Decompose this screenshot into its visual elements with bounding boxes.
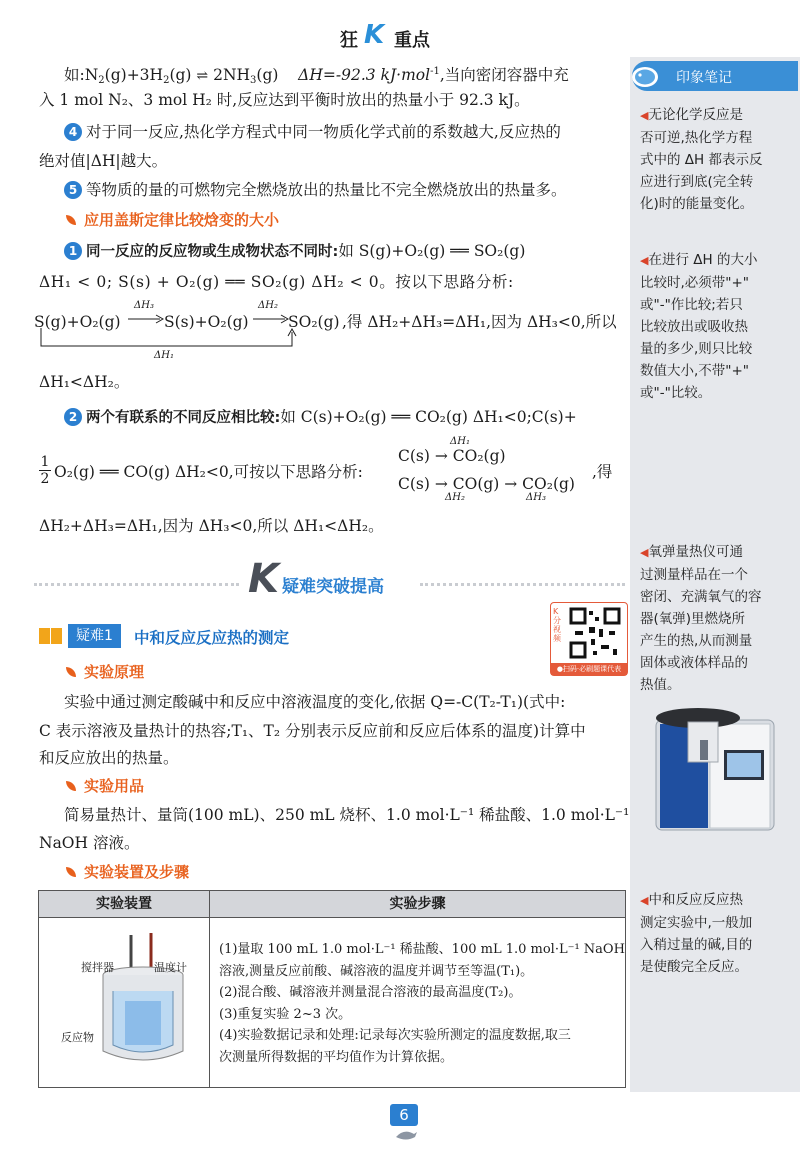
triangle-icon: ◀	[640, 254, 649, 267]
label-stirrer: 搅拌器	[81, 961, 114, 974]
number-badge: 5	[64, 181, 82, 199]
hess-case-2-conclusion: ΔH₂+ΔH₃=ΔH₁,因为 ΔH₃<0,所以 ΔH₁<ΔH₂。	[39, 517, 384, 535]
hess-path-label-dh2: ΔH₂	[258, 300, 278, 311]
hess-case-2-path-top: C(s) → CO₂(g)	[398, 447, 506, 465]
subheading-setup: 实验装置及步骤	[66, 862, 189, 882]
hess-case-1-line-1: 1 同一反应的反应物或生成物状态不同时:如 S(g)+O₂(g) ══ SO₂(g)	[64, 241, 525, 262]
hess-path-conclusion: ,得 ΔH₂+ΔH₃=ΔH₁,因为 ΔH₃<0,所以	[342, 313, 617, 331]
subheading-principle: 实验原理	[66, 662, 144, 682]
leaf-icon	[66, 215, 76, 225]
leaf-icon	[66, 781, 76, 791]
step-line: (4)实验数据记录和处理:记录每次实验所测定的温度数据,取三	[219, 1028, 571, 1043]
sidebar-note-1: ◀无论化学反应是 否可逆,热化学方程 式中的 ΔH 都表示反 应进行到底(完全转 化)时的能量变化。	[640, 107, 763, 212]
hess-case-1-conclusion: ΔH₁<ΔH₂。	[39, 373, 130, 391]
banner-title: 疑难突破提高	[282, 577, 384, 597]
step-line: (3)重复实验 2~3 次。	[219, 1006, 352, 1022]
qr-video-block[interactable]	[550, 602, 628, 676]
fraction-one-half: 1 2	[40, 454, 50, 487]
hess-path-label-dh1: ΔH₁	[154, 350, 174, 361]
hess-bypass-arrow	[40, 328, 300, 350]
header-title-right: 重点	[394, 30, 430, 51]
step-line: 次测量所得数据的平均值作为计算依据。	[219, 1049, 454, 1065]
elephant-icon	[628, 62, 662, 90]
section-banner	[248, 556, 418, 604]
calorimeter-apparatus-illustration	[81, 931, 201, 1076]
sidebar-header	[632, 61, 798, 91]
step-line: 溶液,测量反应前酸、碱溶液的温度并调节至等温(T₁)。	[219, 963, 534, 979]
subheading-items: 实验用品	[66, 776, 144, 796]
difficulty-title: 中和反应反应热的测定	[134, 629, 290, 647]
hess-path-end: SO₂(g)	[288, 313, 340, 331]
triangle-icon: ◀	[640, 546, 649, 559]
sidebar-note-4: ◀中和反应反应热 测定实验中,一般加 入稍过量的碱,目的 是使酸完全反应。	[640, 892, 753, 975]
steps-list	[219, 939, 625, 1068]
hess-case-2-label-dh3: ΔH₃	[526, 492, 546, 503]
difficulty-heading	[38, 624, 358, 648]
hess-case-2-label-dh1: ΔH₁	[450, 436, 470, 447]
qr-code-icon	[569, 607, 621, 659]
header-title-left: 狂	[340, 30, 358, 51]
difficulty-tag: 疑难1	[68, 624, 121, 648]
hess-case-2-label-dh2: ΔH₂	[445, 492, 465, 503]
principle-line-3: 和反应放出的热量。	[39, 749, 179, 767]
point-5-line: 5 等物质的量的可燃物完全燃烧放出的热量比不完全燃烧放出的热量多。	[64, 180, 567, 200]
qr-caption: ●扫码·必刷题课代表	[551, 663, 627, 675]
table-header-row	[39, 891, 625, 918]
triangle-icon: ◀	[640, 109, 649, 122]
step-line: (2)混合酸、碱溶液并测量混合溶液的最高温度(T₂)。	[219, 985, 522, 1000]
reaction-arrow	[128, 314, 164, 324]
hess-path-label-dh3: ΔH₃	[134, 300, 154, 311]
bird-icon	[394, 1128, 418, 1142]
leaf-icon	[66, 667, 76, 677]
hess-path-middle: S(s)+O₂(g)	[164, 313, 249, 331]
qr-side-label: K分视频	[553, 607, 561, 643]
header-k-logo: K	[364, 20, 385, 50]
sidebar-note-3: ◀氧弹量热仪可通 过测量样品在一个 密闭、充满氧气的容 器(氧弹)里燃烧所 产生的热,从而测量 固体或液体样品的 热值。	[640, 544, 762, 693]
items-line-2: NaOH 溶液。	[39, 834, 140, 852]
number-badge: 1	[64, 242, 82, 260]
label-reactant: 反应物	[61, 1031, 94, 1044]
hess-case-2-line-2: O₂(g) ══ CO(g) ΔH₂<0,可按以下思路分析:	[54, 463, 363, 481]
page-number: 6	[390, 1104, 418, 1126]
table-header-steps: 实验步骤	[389, 896, 446, 912]
sidebar-note-2: ◀在进行 ΔH 的大小 比较时,必须带"+" 或"-"作比较;若只 比较放出或吸收热 量的多少,则只比较 数值大小,不带"+" 或"-"比较。	[640, 252, 758, 401]
example-line-2: 入 1 mol N₂、3 mol H₂ 时,反应达到平衡时放出的热量小于 92.3 kJ。	[39, 91, 530, 109]
triangle-icon: ◀	[640, 894, 649, 907]
principle-line-2: C 表示溶液及量热计的热容;T₁、T₂ 分别表示反应前和反应后体系的温度)计算中	[39, 722, 586, 740]
point-4-line-1: 4 对于同一反应,热化学方程式中同一物质化学式前的系数越大,反应热的	[64, 122, 561, 142]
bomb-calorimeter-illustration	[648, 700, 788, 840]
sidebar-header-label: 印象笔记	[676, 70, 732, 86]
book-icon	[38, 626, 64, 646]
equilibrium-arrow-icon: ⇌	[196, 68, 209, 84]
number-badge: 4	[64, 123, 82, 141]
section-banner-divider	[420, 583, 625, 586]
leaf-icon	[66, 867, 76, 877]
point-4-line-2: 绝对值|ΔH|越大。	[39, 152, 168, 170]
hess-path-start: S(g)+O₂(g)	[34, 313, 121, 331]
step-line: (1)量取 100 mL 1.0 mol·L⁻¹ 稀盐酸、100 mL 1.0 mol·L⁻¹ NaOH	[219, 942, 625, 957]
banner-k-logo: K	[248, 556, 279, 602]
label-thermometer: 温度计	[154, 961, 187, 974]
page-header	[340, 22, 490, 52]
reaction-arrow	[253, 314, 289, 324]
hess-case-2-line-1: 2 两个有联系的不同反应相比较:如 C(s)+O₂(g) ══ CO₂(g) ΔH₁<0;C(s)+	[64, 407, 577, 428]
section-banner-divider	[34, 583, 239, 586]
table-header-apparatus: 实验装置	[39, 891, 210, 917]
hess-case-2-path-bottom: C(s) → CO(g) → CO₂(g)	[398, 475, 575, 493]
number-badge: 2	[64, 408, 82, 426]
items-line-1: 简易量热计、量筒(100 mL)、250 mL 烧杯、1.0 mol·L⁻¹ 稀盐酸、1.0 mol·L⁻¹	[64, 806, 630, 824]
hess-case-2-tail: ,得	[592, 463, 613, 481]
hess-case-1-line-2: ΔH₁ < 0; S(s) + O₂(g) ══ SO₂(g) ΔH₂ < 0。按以下思路分析:	[39, 273, 514, 291]
table-divider	[209, 917, 210, 1087]
section-hess-heading: 应用盖斯定律比较焓变的大小	[66, 210, 279, 230]
principle-line-1: 实验中通过测定酸碱中和反应中溶液温度的变化,依据 Q=-C(T₂-T₁)(式中:	[64, 693, 566, 711]
example-line-1: 如$:N_2(g)+3H_2(g)$ ⇌ $2NH_3(g)$ ΔH=-92.3 kJ·mol$^{-1}$,当向密闭容器中充	[64, 66, 569, 86]
experiment-table	[38, 890, 626, 1088]
